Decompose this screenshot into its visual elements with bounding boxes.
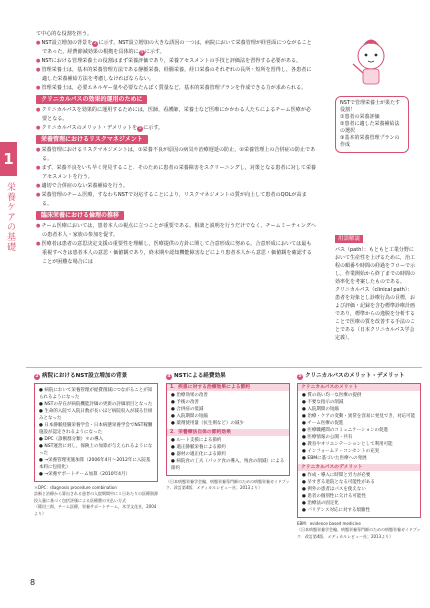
box-subheading: 1．疾患に対する治療効果による節約 xyxy=(167,384,289,391)
bullet-text: 管理栄養士は，必要エネルギー量や必要なたんぱく質量など，基本的栄養管理プランを作成できる力が求められる。 xyxy=(41,85,307,91)
box-list-item: ● 入院期間の短縮 xyxy=(302,407,339,412)
box-list-item: ● 病院食の工夫（パック食の導入，残食の削減）による節約 xyxy=(171,459,285,471)
box-list-item: ● 患者の個別性に欠ける可能性 xyxy=(302,494,366,499)
box-item-text: バリアンス対応に対する煩雑性 xyxy=(307,508,371,513)
bullet-text: まず，栄養不良をいち早く発見すること．そのために患者の栄養障害をスクリーニングし，対策となる患者に対して栄養アセスメントを行う。 xyxy=(41,165,317,180)
box-note: （日本病態栄養学会編，病態栄養専門師のための病態栄養ガイドブック．改訂第4版．メディカルレビュー社；2013より） xyxy=(297,527,421,539)
box-item-text: 薬剤使用量（抗生剤など）の減少 xyxy=(176,421,244,426)
box-subheading: 2．栄養療法自体の節約効果 xyxy=(167,429,289,436)
box-list-item: ● チーム医療の促進 xyxy=(302,421,344,426)
main-text xyxy=(36,30,316,267)
bullet-paragraph xyxy=(36,57,316,66)
box-title-text: クリニカルパスのメリット・デメリット xyxy=(305,373,405,379)
box-item-text: NSTの存在が病院機能評価の更新の評価項目となった xyxy=(44,402,153,407)
box-list-item: ● 日本静脈経腸栄養学会・日本病態栄養学会でNST稼働施設が認定されるようになった xyxy=(39,423,153,435)
box-list-item: ● NSTの存在が病院機能評価の更新の評価項目となった xyxy=(39,402,153,407)
bullet-text: 管理栄養士は，基本的栄養管理方法である静脈栄養，経腸栄養，経口栄養のそれぞれの長所・短所を習得し，各患者に適した栄養補給方法を考慮しなければならない。 xyxy=(41,67,312,82)
bubble-line: ②患者に適した栄養補給法の選択 xyxy=(340,121,400,134)
box-clinical-path-merits xyxy=(297,372,421,540)
box-item-text: 作成・導入に時間と労力が必要 xyxy=(307,473,371,478)
figure-ref-badge: 2 xyxy=(93,41,97,46)
box-item-text: 教育やオリエンテーションとして利用可能 xyxy=(307,442,393,447)
box-item-text: 不要な指示の削減 xyxy=(307,400,344,405)
bullet-text: NST設立増加の背景を xyxy=(41,40,93,46)
bullet-text: に示す。 xyxy=(143,125,164,131)
box-notes xyxy=(34,485,158,517)
box-list-item: ● 質の高い均一な医療の提供 xyxy=(302,393,362,398)
box-list-item: ● 医療情報の公開・共有 xyxy=(302,435,353,440)
bullet-paragraph xyxy=(36,222,316,240)
box-list-item: ● 治療・ケアの変動・異常を容易に発見でき，対応可能 xyxy=(302,414,416,419)
bullet-paragraph xyxy=(36,240,316,267)
box-item-text: 治療・ケアの変動・異常を容易に発見でき，対応可能 xyxy=(307,414,416,419)
figure-ref-badge: 5 xyxy=(138,126,142,131)
box-item-text: インフォームド・コンセントの充実 xyxy=(307,449,380,454)
intro-text: て中心的な役割を担う。 xyxy=(36,31,93,37)
figure-number-badge: 4 xyxy=(167,373,171,379)
bullet-text: に示す。 xyxy=(144,49,165,55)
box-subheading: クリニカルパスのメリット xyxy=(298,384,420,391)
box-item-text: ルート支援による節約 xyxy=(176,438,222,443)
bullet-paragraph xyxy=(36,191,316,209)
side-column xyxy=(335,36,417,342)
box-nst-cost-effect xyxy=(166,372,290,492)
box-list-item: ● 薬剤使用量（抗生剤など）の減少 xyxy=(171,421,244,426)
box-subheading: クリニカルパスのデメリット xyxy=(298,464,420,471)
box-item-text: 入院期間の短縮 xyxy=(307,407,339,412)
box-item-text: →栄養管理実施加算（2006年4月〜2012年に入院基本料に包括化） xyxy=(39,458,151,470)
bullet-paragraph xyxy=(36,66,316,84)
box-note: EBM：evidence based medicine xyxy=(297,521,361,526)
bullet-paragraph xyxy=(36,164,316,182)
glossary-heading: 用語解説 xyxy=(335,235,363,243)
box-panel xyxy=(166,383,290,476)
bullet-text: 医療者は患者の意思決定支援の重要性を理解し，医療提供の方針に関して合意形成に努める。合意形成においては最も重視すべきは患者本人の意思・価値観であり，終末期や認知機能障害などにより患者本人から意思・価値観を確認することが困難な場合には xyxy=(41,241,312,265)
bullet-paragraph xyxy=(36,182,316,191)
box-notes xyxy=(166,479,290,492)
chapter-tab xyxy=(0,142,17,176)
chapter-number: 1 xyxy=(3,150,14,168)
bullet-paragraph xyxy=(36,124,316,133)
box-list-item: ● 適正静脈栄養による節約 xyxy=(171,445,226,450)
box-list-item: ● DPC（診断群分類）＊の導入 xyxy=(39,437,104,442)
bullet-paragraph xyxy=(36,39,316,57)
box-item-text: DPC（診断群分類）＊の導入 xyxy=(44,437,104,442)
box-list-item: ● 教育やオリエンテーションとして利用可能 xyxy=(302,442,393,447)
figure-ref-badge: 4 xyxy=(140,50,144,55)
box-list-item: ● 作成・導入に時間と労力が必要 xyxy=(302,473,371,478)
bullet-paragraph xyxy=(36,84,316,93)
box-item-text: チーム医療の促進 xyxy=(307,421,344,426)
box-list-item: ● →栄養管理実施加算（2006年4月〜2012年に入院基本料に包括化） xyxy=(39,458,151,470)
box-panel xyxy=(34,383,158,482)
box-list-item: ● ルート支援による節約 xyxy=(171,438,222,443)
box-item-text: 病院食の工夫（パック食の導入，残食の削減）による節約 xyxy=(171,459,285,471)
box-note: （日本病態栄養学会編，病態栄養専門師のための病態栄養ガイドブック．改訂第4版．メディカルレビュー社；2013より） xyxy=(166,479,290,491)
box-item-text: 予後の改善 xyxy=(176,400,199,405)
box-item-text: 患者の個別性に欠ける可能性 xyxy=(307,494,366,499)
bullet-paragraph xyxy=(36,146,316,164)
bullet-text: クリニカルパスを効果的に運用するためには，医師，看護師，栄養士など医療にかかわる人たちによるチーム医療が必要となる。 xyxy=(41,107,311,122)
chapter-title: 栄養ケアの基礎 xyxy=(5,182,15,252)
box-note: 診断と治療から算出される患者の入院期間中に１日あたりの医療資源投入量に基づく包括評価による医療費の支払い方式 xyxy=(34,491,158,503)
box-item-text: 治療効果の改善 xyxy=(176,393,208,398)
box-list-item: ● 入院期間の短縮 xyxy=(171,414,208,419)
bubble-line: ①患者の栄養評価 xyxy=(340,114,380,120)
box-list-item: ● 合併症の低減 xyxy=(171,407,204,412)
box-item-text: 日本静脈経腸栄養学会・日本病態栄養学会でNST稼働施設が認定されるようになった xyxy=(39,423,153,435)
box-list-item: ● 生命的入院で入院日数が長いほど病院収入が減る仕組みとなった xyxy=(39,409,153,421)
divider xyxy=(26,367,422,368)
box-title-text: 病院におけるNST設立増加の背景 xyxy=(42,373,128,379)
section-heading-clinical-path: クリニカルパスの効果的運用のために xyxy=(36,95,147,104)
box-list-item: ● NST運営に対し，保険上の加算が与えられるようになった xyxy=(39,444,153,456)
box-note: （篠田三郎，チーム医療，栄養サポートチーム，木学文化社，2004より） xyxy=(34,504,157,516)
box-item-text: 入院期間の短縮 xyxy=(176,414,208,419)
box-list-item: ● 病院において栄養管理が経費削減につながることが知られるようになった xyxy=(39,388,153,400)
bullet-paragraph xyxy=(36,106,316,124)
box-list-item: ● 不要な指示の削減 xyxy=(302,400,344,405)
box-list-item: ● 例外の患者はパスを使えない xyxy=(302,487,366,492)
box-item-text: 治療法の固定化 xyxy=(307,501,339,506)
box-title xyxy=(297,372,421,380)
box-list-item: ● 予後の改善 xyxy=(171,400,199,405)
bullet-text: NSTにおける管理栄養士の役割はまず栄養評価であり，栄養アセスメントの手技と評価法を習得する必要がある。 xyxy=(41,58,302,64)
glossary-entry: パス（path）：もともと工業分野において生産性を上げるために，治工程の順番や時間の経過をフローで示し，作業開始から終了までの時間の効率化を考案したものである。 xyxy=(335,247,416,285)
bullet-text: 適切で合併症のない栄養補給を行う。 xyxy=(41,183,129,189)
box-list-item: ● 医療職種間のコミュニケーションの促進 xyxy=(302,428,389,433)
box-list-item: ● →栄養サポートチーム加算（2010年4月） xyxy=(39,472,130,477)
bullet-text: クリニカルパスのメリット・デメリットを xyxy=(41,125,138,131)
box-item-text: 合併症の低減 xyxy=(176,407,204,412)
bullet-text: チーム医療においては，患者本人の視点に立つことが重要である。相談と説明を行うだけでなく，チームミーティングへの患者本人・家族の参加を促す。 xyxy=(41,223,316,238)
box-item-text: →栄養サポートチーム加算（2010年4月） xyxy=(44,472,130,477)
glossary-entry: クリニカルパス（clinical path）：患者を対象とし診療行為の目標，および評価・記録を含む標準診療計画であり，標準からの逸脱を分析することで医療の質を改善する手法のことである（日本クリニカルパス学会定義）。 xyxy=(335,287,416,341)
box-list-item: ● 早すぎる退院となる可能性がある xyxy=(302,480,375,485)
bullet-text: 栄養管理におけるリスクマネジメントは，①栄養不良が原因の病気や治療遅延の防止，②栄養管理上の合併症の防止である。 xyxy=(41,147,316,162)
box-list-item: ● インフォームド・コンセントの充実 xyxy=(302,449,380,454)
box-notes xyxy=(297,521,421,540)
box-list-item: ● EBMに基づいた医療への発展 xyxy=(302,456,367,461)
glossary-text xyxy=(335,246,417,342)
box-item-text: 医療職種間のコミュニケーションの促進 xyxy=(307,428,389,433)
section-heading-ethics: 臨床栄養における倫理の推移 xyxy=(36,211,124,220)
box-title xyxy=(34,372,158,380)
box-list-item: ● バリアンス対応に対する煩雑性 xyxy=(302,508,371,513)
box-item-text: 早すぎる退院となる可能性がある xyxy=(307,480,375,485)
box-item-text: 例外の患者はパスを使えない xyxy=(307,487,366,492)
box-item-text: 医療情報の公開・共有 xyxy=(307,435,353,440)
section-heading-risk-management: 栄養管理におけるリスクマネジメント xyxy=(36,135,148,144)
bullet-text: に示す。NST設立増加の大きな誘因の一つは，病院において栄養管理が経営面につながることであった。経費節減効果の根拠を具体的に xyxy=(42,40,312,55)
page-number: 8 xyxy=(30,578,36,587)
box-nst-background xyxy=(34,372,158,517)
box-item-text: EBMに基づいた医療への発展 xyxy=(307,456,367,461)
box-list-item: ● 治療効果の改善 xyxy=(171,393,208,398)
mascot-illustration xyxy=(341,36,401,90)
bullet-text: 栄養管理のチーム医療，すなわちNSTで対応することにより，リスクマネジメントの質が向上して患者のQOLが高まる。 xyxy=(41,192,307,207)
box-item-text: 病院において栄養管理が経費削減につながることが知られるようになった xyxy=(39,388,153,400)
box-item-text: 器材の適正化による節約 xyxy=(176,452,226,457)
bubble-line: NSTで管理栄養士が果たす役割！ xyxy=(340,100,400,113)
box-title xyxy=(166,372,290,380)
box-list-item: ● 器材の適正化による節約 xyxy=(171,452,226,457)
box-list-item: ● 治療法の固定化 xyxy=(302,501,339,506)
box-note: ＊DPC：diagnosis procedure combination xyxy=(34,485,117,490)
box-item-text: 生命的入院で入院日数が長いほど病院収入が減る仕組みとなった xyxy=(39,409,153,421)
bubble-line: ③基本的栄養管理プランの作成 xyxy=(340,135,400,148)
figure-number-badge: 5 xyxy=(298,373,302,379)
box-panel xyxy=(297,383,421,518)
figure-number-badge: 2 xyxy=(35,373,39,379)
box-item-text: 質の高い均一な医療の提供 xyxy=(307,393,362,398)
box-item-text: 適正静脈栄養による節約 xyxy=(176,445,226,450)
speech-bubble xyxy=(335,96,409,153)
box-item-text: NST運営に対し，保険上の加算が与えられるようになった xyxy=(39,444,153,456)
box-title-text: NSTによる経費効果 xyxy=(174,373,226,379)
